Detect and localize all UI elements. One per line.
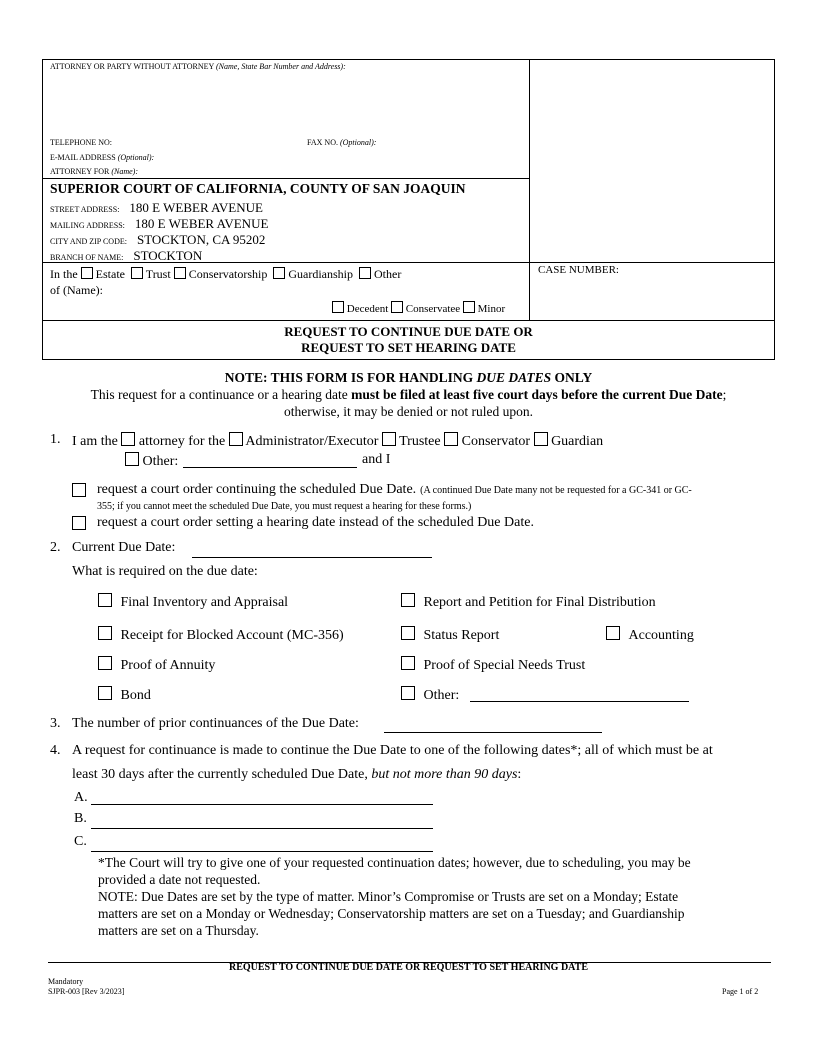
current-due-date-label: Current Due Date: [72, 540, 176, 555]
city-zip: CITY AND ZIP CODE: STOCKTON, CA 95202 [50, 232, 266, 247]
continue-request-text: request a court order continuing the scheduled Due Date. (A continued Due Date many not be requested for a GC-341 or GC- 355; if you cannot meet the scheduled Due Date, you must request a hearing for these forms.) [97, 482, 692, 512]
prior-continuances-label: The number of prior continuances of the Due Date: [72, 716, 359, 731]
item4-line2: least 30 days after the currently scheduled Due Date, but not more than 90 days: [72, 767, 522, 782]
attorney-for-checkbox[interactable] [121, 432, 135, 446]
item4-line1: A request for continuance is made to continue the Due Date to one of the following dates*; all of which must be at [72, 743, 713, 758]
form-title: REQUEST TO CONTINUE DUE DATE OR REQUEST TO SET HEARING DATE [284, 324, 533, 355]
other-required-field[interactable] [470, 701, 689, 702]
other-role-checkbox[interactable] [125, 452, 139, 466]
annuity-option: Proof of Annuity [98, 656, 215, 674]
conservator-checkbox[interactable] [444, 432, 458, 446]
date-a-field[interactable] [91, 804, 433, 805]
hearing-request-text: request a court order setting a hearing date instead of the scheduled Due Date. [97, 515, 534, 530]
decedent-checkbox[interactable] [332, 301, 344, 313]
footer-page-number: Page 1 of 2 [722, 987, 759, 996]
report-checkbox[interactable] [401, 593, 415, 607]
item4-number: 4. [50, 743, 61, 758]
date-c-field[interactable] [91, 851, 433, 852]
status-checkbox[interactable] [401, 626, 415, 640]
party-type-row: Decedent Conservatee Minor [332, 301, 505, 315]
item1-number: 1. [50, 432, 61, 447]
conservatee-checkbox[interactable] [391, 301, 403, 313]
bond-option: Bond [98, 686, 151, 704]
case-number-label: CASE NUMBER: [538, 264, 619, 276]
other-required-checkbox[interactable] [401, 686, 415, 700]
footer-mandatory: Mandatory [48, 977, 84, 986]
admin-executor-checkbox[interactable] [229, 432, 243, 446]
footer-title: REQUEST TO CONTINUE DUE DATE OR REQUEST TO SET HEARING DATE [229, 962, 588, 973]
note-block [42, 369, 775, 420]
and-i-label: and I [362, 452, 391, 467]
branch-name: BRANCH OF NAME: STOCKTON [50, 248, 203, 263]
receipt-checkbox[interactable] [98, 626, 112, 640]
hearing-date-checkbox[interactable] [72, 516, 86, 534]
street-address: STREET ADDRESS: 180 E WEBER AVENUE [50, 200, 263, 215]
receipt-option: Receipt for Blocked Account (MC-356) [98, 626, 344, 644]
accounting-checkbox[interactable] [606, 626, 620, 640]
trustee-checkbox[interactable] [382, 432, 396, 446]
prior-continuances-field[interactable] [384, 732, 602, 733]
minor-checkbox[interactable] [463, 301, 475, 313]
date-b-field[interactable] [91, 828, 433, 829]
special-needs-checkbox[interactable] [401, 656, 415, 670]
item2-number: 2. [50, 540, 61, 555]
court-name: SUPERIOR COURT OF CALIFORNIA, COUNTY OF SAN JOAQUIN [50, 181, 466, 196]
of-name-label: of (Name): [50, 283, 103, 297]
email-label: E-MAIL ADDRESS (Optional): [50, 153, 155, 162]
item4-footnote: *The Court will try to give one of your requested continuation dates; however, due to scheduling, you may be provided a date not requested. NOTE: Due Dates are set by the type of matter. Minor’s Compromise or Trusts are set on a Monday; Estate matters are set on a Monday or Wednesday; Conservatorship matters are set on a Tuesday; and Guardianship matters are set on a Thursday. [98, 855, 691, 938]
trust-checkbox[interactable] [131, 267, 143, 279]
continue-due-date-checkbox[interactable] [72, 483, 86, 501]
attorney-label: ATTORNEY OR PARTY WITHOUT ATTORNEY (Name, State Bar Number and Address): [50, 62, 346, 71]
other-required-option: Other: [401, 686, 459, 704]
current-due-date-field[interactable] [192, 557, 432, 558]
other-matter-checkbox[interactable] [359, 267, 371, 279]
accounting-option: Accounting [606, 626, 694, 644]
special-needs-option: Proof of Special Needs Trust [401, 656, 585, 674]
matter-type-row: In the Estate Trust Conservatorship Guardianship Other [50, 267, 402, 281]
fax-label: FAX NO. (Optional): [307, 138, 377, 147]
guardianship-checkbox[interactable] [273, 267, 285, 279]
other-role-field[interactable] [183, 467, 357, 468]
item3-number: 3. [50, 716, 61, 731]
date-b-label: B. [74, 811, 87, 826]
bond-checkbox[interactable] [98, 686, 112, 700]
caption-divider-attorney [42, 178, 530, 179]
note-line1: This request for a continuance or a hearing date must be filed at least five court days before the current Due Date; [90, 387, 727, 402]
inventory-option: Final Inventory and Appraisal [98, 593, 288, 611]
footer-form-id: SJPR-003 [Rev 3/2023] [48, 987, 125, 996]
date-c-label: C. [74, 834, 87, 849]
attorney-for-label: ATTORNEY FOR (Name): [50, 167, 138, 176]
date-a-label: A. [74, 790, 88, 805]
note-heading: NOTE: THIS FORM IS FOR HANDLING DUE DATES ONLY [224, 370, 593, 385]
estate-checkbox[interactable] [81, 267, 93, 279]
caption-divider-title [42, 320, 775, 321]
caption-divider-vertical [529, 59, 530, 321]
telephone-label: TELEPHONE NO: [50, 138, 112, 147]
report-option: Report and Petition for Final Distribution [401, 593, 656, 611]
guardian-checkbox[interactable] [534, 432, 548, 446]
inventory-checkbox[interactable] [98, 593, 112, 607]
note-line2: otherwise, it may be denied or not ruled upon. [284, 404, 533, 419]
required-label: What is required on the due date: [72, 564, 258, 579]
item1-role-row: I am the attorney for the Administrator/Executor Trustee Conservator Guardian [72, 434, 604, 449]
annuity-checkbox[interactable] [98, 656, 112, 670]
status-option: Status Report [401, 626, 499, 644]
item1-other-row: Other: [125, 452, 178, 470]
conservatorship-checkbox[interactable] [174, 267, 186, 279]
mailing-address: MAILING ADDRESS: 180 E WEBER AVENUE [50, 216, 269, 231]
